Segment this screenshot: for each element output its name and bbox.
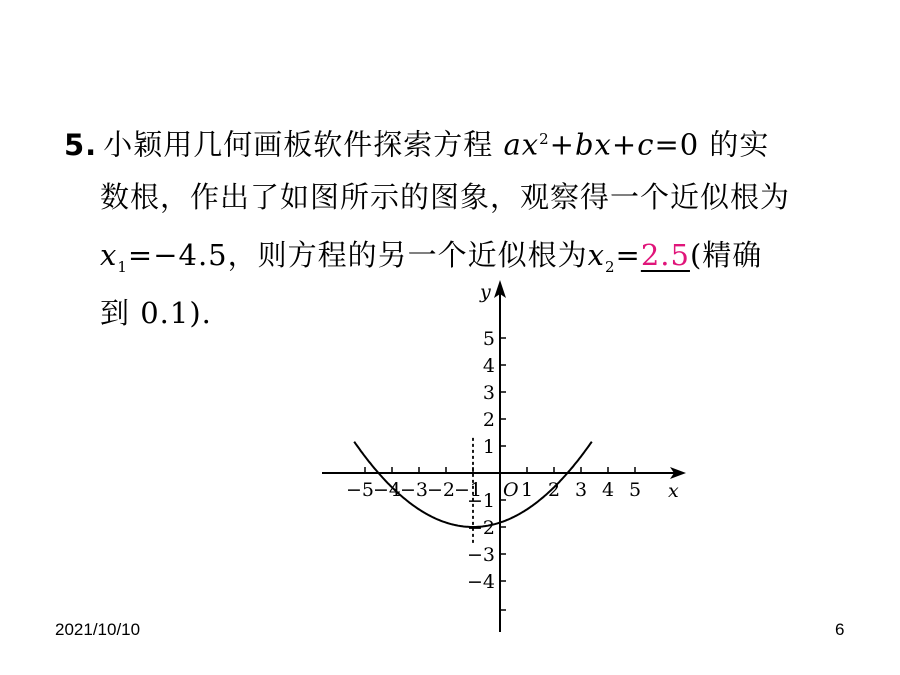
subscript-1: 1	[117, 257, 128, 276]
x-tick-label: −3	[399, 479, 429, 501]
x-tick-label: 1	[520, 479, 534, 501]
answer: 2.5	[640, 238, 690, 272]
eq-a: a	[503, 127, 522, 162]
x-axis-label: x	[668, 480, 679, 502]
y-tick-label: 3	[482, 382, 495, 404]
footer-page-number: 6	[835, 620, 845, 639]
y-tick-label: −4	[466, 571, 495, 593]
tick-labels	[346, 328, 641, 593]
x-tick-label: −2	[426, 479, 456, 501]
x-tick-label: 2	[547, 479, 561, 501]
text-segment: =−4.5，则方程的另一个近似根为	[127, 238, 588, 272]
y-axis-label: y	[480, 281, 491, 303]
x-tick-label: 4	[601, 479, 615, 501]
problem-number: 5.	[64, 127, 98, 162]
x-tick-label: −4	[372, 479, 402, 501]
axes	[322, 280, 686, 632]
text-segment: 的实	[709, 127, 770, 162]
y-tick-label: −2	[466, 517, 495, 539]
x-tick-label: 3	[574, 479, 588, 501]
y-tick-label: 1	[482, 436, 495, 458]
problem-line-2: 数根，作出了如图所示的图象，观察得一个近似根为	[100, 180, 791, 214]
x-tick-label: −1	[453, 479, 483, 501]
text-segment: 小颖用几何画板软件探索方程	[103, 127, 494, 162]
var-x1: x	[100, 238, 118, 272]
footer-date: 2021/10/10	[55, 620, 141, 639]
subscript-2: 2	[604, 257, 616, 276]
eq-x: x	[521, 127, 540, 162]
eq-c: c	[637, 127, 655, 162]
origin-label: O	[503, 479, 519, 501]
y-tick-label: 4	[482, 355, 495, 377]
x-tick-label: −5	[345, 479, 375, 501]
equals-sign: =	[615, 238, 641, 272]
var-x2: x	[587, 238, 605, 272]
eq-plus: +	[611, 127, 638, 162]
eq-plus: +	[549, 127, 575, 162]
x-tick-label: 5	[628, 479, 642, 501]
eq-b: b	[574, 127, 595, 162]
y-tick-label: 5	[482, 328, 495, 350]
eq-exponent: 2	[539, 130, 550, 148]
y-tick-label: −3	[466, 544, 495, 566]
problem-line-4: 到 0.1).	[100, 296, 212, 330]
text-segment: (精确	[689, 238, 763, 272]
eq-rest: =0	[654, 127, 700, 162]
y-tick-label: −1	[466, 490, 495, 512]
y-tick-label: 2	[482, 409, 495, 431]
eq-x: x	[594, 127, 612, 162]
